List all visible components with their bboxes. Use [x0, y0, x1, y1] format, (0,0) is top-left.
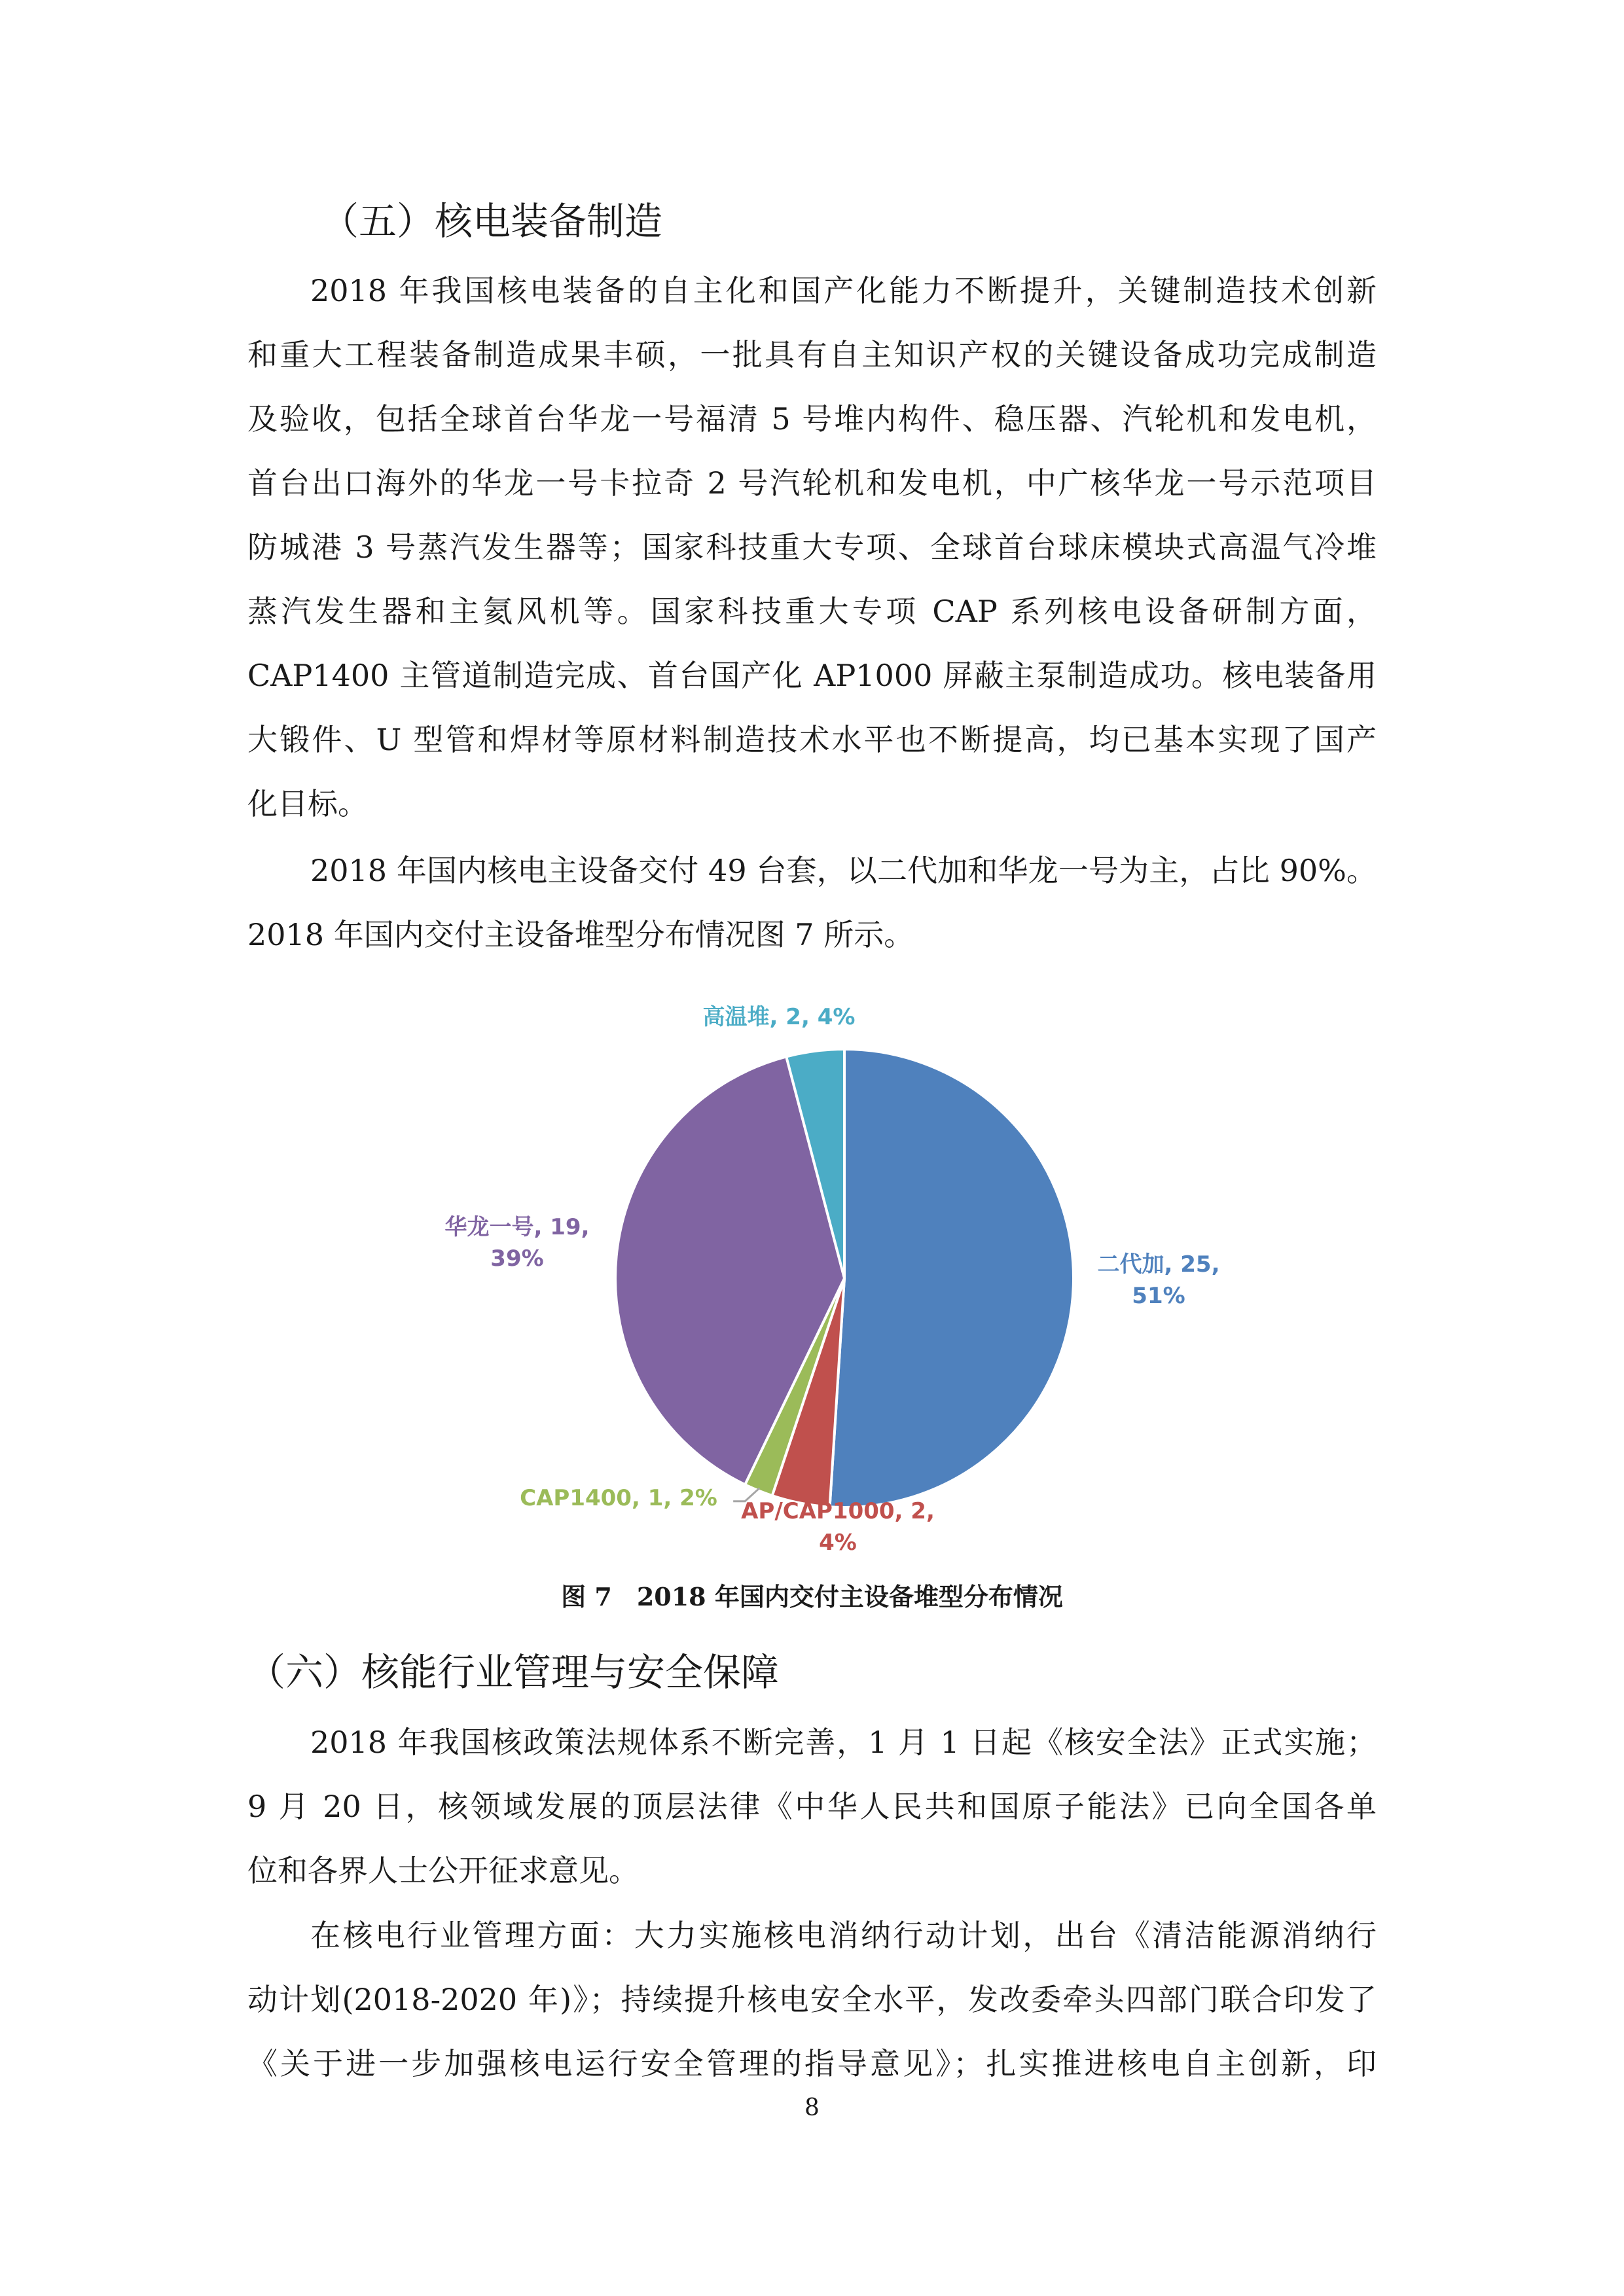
text-line: 《关于进一步加强核电运行安全管理的指导意见》；扎实推进核电自主创新，印 [247, 2046, 1377, 2081]
text-line: 位和各界人士公开征求意见。 [247, 1853, 639, 1888]
text-line: 2018 年国内核电主设备交付 49 台套，以二代加和华龙一号为主，占比 90%。 [310, 853, 1377, 888]
pie-slice-label: AP/CAP1000, 2, 4% [741, 1498, 935, 1556]
pie-slice-label: 华龙一号, 19, 39% [444, 1214, 590, 1272]
pie-slices [615, 1049, 1074, 1507]
text-line: 9 月 20 日，核领域发展的顶层法律《中华人民共和国原子能法》已向全国各单 [247, 1789, 1377, 1824]
text-line: 和重大工程装备制造成果丰硕，一批具有自主知识产权的关键设备成功完成制造 [247, 337, 1377, 372]
text-line: 化目标。 [247, 786, 368, 821]
text-line: CAP1400 主管道制造完成、首台国产化 AP1000 屏蔽主泵制造成功。核电装备用 [247, 658, 1377, 693]
text-line: 及验收，包括全球首台华龙一号福清 5 号堆内构件、稳压器、汽轮机和发电机， [247, 401, 1377, 437]
section-6-heading: （六）核能行业管理与安全保障 [247, 1650, 780, 1695]
pie-slice-label: 高温堆, 2, 4% [702, 1004, 856, 1030]
figure-caption: 图 7 2018 年国内交付主设备堆型分布情况 [561, 1582, 1063, 1611]
section-6-paragraph-1 [247, 1710, 1377, 1903]
pie-slice-label: CAP1400, 1, 2% [520, 1485, 717, 1511]
section-5-heading: （五）核电装备制造 [321, 199, 663, 243]
text-line: 动计划(2018-2020 年)》；持续提升核电安全水平，发改委牵头四部门联合印发了 [247, 1982, 1377, 2017]
text-line: 在核电行业管理方面：大力实施核电消纳行动计划，出台《清洁能源消纳行 [310, 1918, 1377, 1953]
text-line: 大锻件、U 型管和焊材等原材料制造技术水平也不断提高，均已基本实现了国产 [247, 722, 1377, 757]
pie-slice-label: 二代加, 25, 51% [1097, 1251, 1220, 1309]
text-line: 2018 年我国核电装备的自主化和国产化能力不断提升，关键制造技术创新 [310, 273, 1377, 308]
page-number: 8 [804, 2094, 820, 2121]
text-line: 首台出口海外的华龙一号卡拉奇 2 号汽轮机和发电机，中广核华龙一号示范项目 [247, 465, 1377, 501]
pie-slice [830, 1049, 1074, 1507]
text-line: 2018 年国内交付主设备堆型分布情况图 7 所示。 [247, 917, 914, 952]
text-line: 2018 年我国核政策法规体系不断完善，1 月 1 日起《核安全法》正式实施； [310, 1725, 1377, 1760]
section-6-paragraph-2 [247, 1903, 1377, 2096]
text-line: 防城港 3 号蒸汽发生器等；国家科技重大专项、全球首台球床模块式高温气冷堆 [247, 529, 1377, 565]
text-line: 蒸汽发生器和主氦风机等。国家科技重大专项 CAP 系列核电设备研制方面， [247, 594, 1377, 629]
